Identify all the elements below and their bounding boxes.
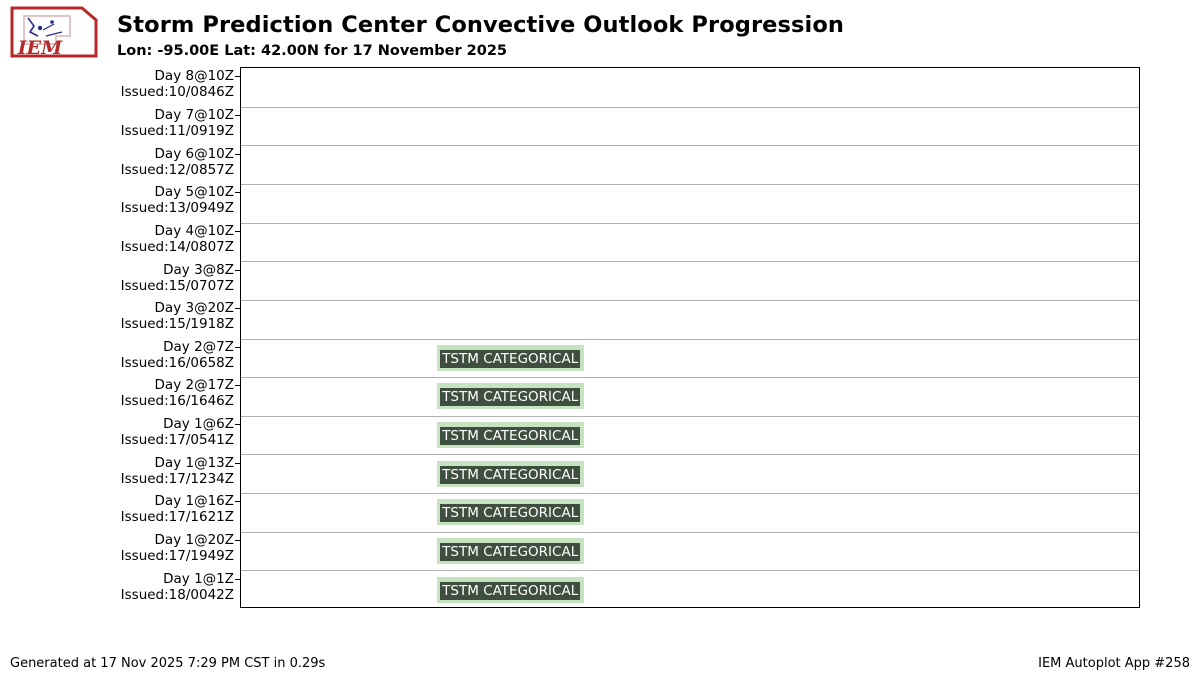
y-tick-line2: Issued:14/0807Z (120, 238, 234, 255)
chart-y-tick-mark (235, 385, 240, 386)
chart-y-tick-mark (235, 347, 240, 348)
y-tick-line2: Issued:17/1621Z (120, 509, 234, 526)
y-tick-line1: Day 1@1Z (163, 570, 234, 587)
y-tick-line2: Issued:17/1949Z (120, 548, 234, 565)
chart-y-tick-label (4, 493, 234, 525)
chart-y-tick-label (4, 339, 234, 371)
y-tick-line2: Issued:18/0042Z (120, 586, 234, 603)
chart-y-tick-label (4, 300, 234, 332)
chart-y-tick-mark (235, 115, 240, 116)
chart-y-tick-label (4, 571, 234, 603)
y-tick-line2: Issued:11/0919Z (120, 122, 234, 139)
chart-gridline (241, 570, 1139, 571)
chart-bar-label: TSTM CATEGORICAL (442, 544, 579, 561)
chart-gridline (241, 223, 1139, 224)
chart-y-tick-label (4, 377, 234, 409)
y-tick-line1: Day 8@10Z (154, 68, 234, 85)
chart-y-tick-label (4, 416, 234, 448)
chart-y-tick-mark (235, 76, 240, 77)
y-tick-line1: Day 7@10Z (154, 106, 234, 123)
chart-bar-label: TSTM CATEGORICAL (442, 350, 579, 367)
chart-y-tick-label (4, 532, 234, 564)
chart-y-tick-mark (235, 154, 240, 155)
y-tick-line1: Day 1@20Z (154, 532, 234, 549)
logo-text: IEM (17, 37, 63, 58)
chart-inner (241, 68, 1139, 607)
chart-bar-label: TSTM CATEGORICAL (442, 389, 579, 406)
y-tick-line1: Day 1@16Z (154, 493, 234, 510)
chart-y-tick-label (4, 68, 234, 100)
chart-y-tick-label (4, 262, 234, 294)
chart-gridline (241, 145, 1139, 146)
chart-gridline (241, 493, 1139, 494)
chart-y-tick-mark (235, 540, 240, 541)
chart-bar-label: TSTM CATEGORICAL (442, 428, 579, 445)
chart-y-tick-mark (235, 231, 240, 232)
chart-y-tick-mark (235, 308, 240, 309)
y-tick-line2: Issued:16/1646Z (120, 393, 234, 410)
y-tick-line1: Day 2@17Z (154, 377, 234, 394)
y-tick-line1: Day 5@10Z (154, 184, 234, 201)
page-subtitle: Lon: -95.00E Lat: 42.00N for 17 November 2025 (117, 43, 508, 59)
chart-bar-label: TSTM CATEGORICAL (442, 582, 579, 599)
chart-plot-area (240, 67, 1140, 608)
chart-y-tick-mark (235, 501, 240, 502)
chart-y-tick-mark (235, 463, 240, 464)
chart-gridline (241, 107, 1139, 108)
y-tick-line1: Day 3@8Z (163, 261, 234, 278)
chart-gridline (241, 454, 1139, 455)
y-tick-line1: Day 6@10Z (154, 145, 234, 162)
y-tick-line2: Issued:17/0541Z (120, 432, 234, 449)
footer-app-text: IEM Autoplot App #258 (1038, 656, 1190, 671)
y-tick-line1: Day 1@6Z (163, 416, 234, 433)
iem-logo[interactable] (10, 6, 98, 58)
chart-y-tick-mark (235, 579, 240, 580)
chart-bar-label: TSTM CATEGORICAL (442, 466, 579, 483)
y-tick-line1: Day 3@20Z (154, 300, 234, 317)
y-tick-line2: Issued:10/0846Z (120, 84, 234, 101)
chart-bar-label: TSTM CATEGORICAL (442, 505, 579, 522)
y-tick-line1: Day 1@13Z (154, 454, 234, 471)
footer-generated-text: Generated at 17 Nov 2025 7:29 PM CST in 0.29s (10, 656, 326, 671)
chart-gridline (241, 184, 1139, 185)
chart-gridline (241, 532, 1139, 533)
chart-gridline (241, 416, 1139, 417)
chart-y-tick-label (4, 184, 234, 216)
y-tick-line2: Issued:15/1918Z (120, 316, 234, 333)
y-tick-line1: Day 4@10Z (154, 222, 234, 239)
y-tick-line2: Issued:13/0949Z (120, 200, 234, 217)
chart-gridline (241, 377, 1139, 378)
chart-y-tick-label (4, 146, 234, 178)
chart-y-tick-mark (235, 192, 240, 193)
chart-y-tick-label (4, 455, 234, 487)
y-tick-line1: Day 2@7Z (163, 338, 234, 355)
chart-gridline (241, 300, 1139, 301)
chart-gridline (241, 339, 1139, 340)
chart-y-tick-label (4, 223, 234, 255)
page-title: Storm Prediction Center Convective Outlook Progression (117, 12, 844, 38)
chart-gridline (241, 261, 1139, 262)
chart-y-tick-mark (235, 270, 240, 271)
chart-y-tick-mark (235, 424, 240, 425)
y-tick-line2: Issued:16/0658Z (120, 354, 234, 371)
chart-y-tick-label (4, 107, 234, 139)
y-tick-line2: Issued:15/0707Z (120, 277, 234, 294)
y-tick-line2: Issued:12/0857Z (120, 161, 234, 178)
y-tick-line2: Issued:17/1234Z (120, 470, 234, 487)
